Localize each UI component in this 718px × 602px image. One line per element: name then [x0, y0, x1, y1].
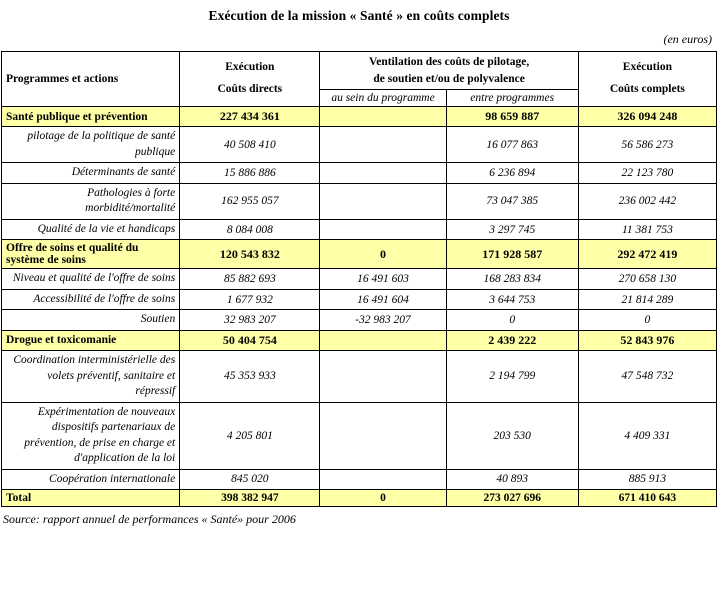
header-execution-complets [578, 52, 716, 107]
cell-directs: 1 677 932 [180, 289, 320, 310]
cell-entre: 171 928 587 [446, 240, 578, 269]
table-row [2, 289, 717, 310]
cell-au-sein [320, 330, 446, 350]
table-header [2, 52, 717, 107]
table-row [2, 310, 717, 331]
cell-complets: 47 548 732 [578, 350, 716, 402]
cell-complets: 885 913 [578, 469, 716, 490]
cell-complets: 236 002 442 [578, 183, 716, 219]
table-row [2, 350, 717, 402]
cell-au-sein [320, 402, 446, 469]
cell-directs: 162 955 057 [180, 183, 320, 219]
cell-directs: 398 382 947 [180, 490, 320, 507]
header-execution-directs-line1: Exécution [225, 61, 275, 74]
source-note: Source: rapport annuel de performances « Santé» pour 2006 [3, 512, 296, 527]
cell-complets: 0 [578, 310, 716, 331]
table-row [2, 402, 717, 469]
action-label: Coordination interministérielle des volets préventif, sanitaire et répressif [2, 350, 180, 402]
cell-directs: 120 543 832 [180, 240, 320, 269]
cell-entre: 98 659 887 [446, 107, 578, 127]
cell-entre: 16 077 863 [446, 127, 578, 163]
cell-complets: 326 094 248 [578, 107, 716, 127]
cell-entre: 273 027 696 [446, 490, 578, 507]
table-row [2, 163, 717, 184]
cell-complets: 22 123 780 [578, 163, 716, 184]
cell-entre: 3 297 745 [446, 219, 578, 240]
cell-au-sein [320, 350, 446, 402]
cell-au-sein [320, 163, 446, 184]
header-execution-directs-line2: Coûts directs [217, 83, 283, 96]
cell-complets: 270 658 130 [578, 269, 716, 290]
action-label: Pathologies à forte morbidité/mortalité [2, 183, 180, 219]
action-label: Déterminants de santé [2, 163, 180, 184]
header-ventilation-line1: Ventilation des coûts de pilotage, [368, 56, 530, 68]
table-row [2, 240, 717, 269]
header-execution-complets-line1: Exécution [622, 61, 672, 74]
table-row [2, 330, 717, 350]
table-row [2, 107, 717, 127]
unit-note: (en euros) [663, 32, 712, 46]
table-body [2, 107, 717, 507]
cell-au-sein: 16 491 603 [320, 269, 446, 290]
cell-entre: 73 047 385 [446, 183, 578, 219]
cell-au-sein: 0 [320, 240, 446, 269]
table-row [2, 183, 717, 219]
programme-label: Drogue et toxicomanie [2, 330, 180, 350]
cell-complets: 4 409 331 [578, 402, 716, 469]
cell-complets: 56 586 273 [578, 127, 716, 163]
header-row-main [2, 52, 717, 90]
cell-au-sein [320, 183, 446, 219]
action-label: Niveau et qualité de l'offre de soins [2, 269, 180, 290]
programme-label: Offre de soins et qualité du système de soins [2, 240, 180, 269]
action-label: Soutien [2, 310, 180, 331]
page-title: Exécution de la mission « Santé » en coûts complets [208, 8, 510, 23]
cell-complets: 671 410 643 [578, 490, 716, 507]
cell-au-sein: -32 983 207 [320, 310, 446, 331]
action-label: Accessibilité de l'offre de soins [2, 289, 180, 310]
header-ventilation-line2: de soutien et/ou de polyvalence [373, 72, 525, 85]
cell-au-sein [320, 219, 446, 240]
cell-complets: 21 814 289 [578, 289, 716, 310]
cell-complets: 11 381 753 [578, 219, 716, 240]
cell-directs: 40 508 410 [180, 127, 320, 163]
cell-au-sein [320, 107, 446, 127]
action-label: Qualité de la vie et handicaps [2, 219, 180, 240]
cell-directs: 15 886 886 [180, 163, 320, 184]
cell-au-sein [320, 127, 446, 163]
cell-complets: 52 843 976 [578, 330, 716, 350]
table-row [2, 490, 717, 507]
header-ventilation-au-sein: au sein du programme [320, 90, 446, 107]
cell-au-sein: 16 491 604 [320, 289, 446, 310]
programme-label: Santé publique et prévention [2, 107, 180, 127]
header-execution-directs [180, 52, 320, 107]
cell-directs: 32 983 207 [180, 310, 320, 331]
header-ventilation-entre: entre programmes [446, 90, 578, 107]
cell-entre: 0 [446, 310, 578, 331]
cell-entre: 203 530 [446, 402, 578, 469]
cell-directs: 45 353 933 [180, 350, 320, 402]
header-ventilation [320, 52, 578, 90]
cell-au-sein [320, 469, 446, 490]
costs-table [1, 51, 717, 507]
table-row [2, 127, 717, 163]
cell-directs: 50 404 754 [180, 330, 320, 350]
table-row [2, 269, 717, 290]
cell-directs: 845 020 [180, 469, 320, 490]
action-label: pilotage de la politique de santé publique [2, 127, 180, 163]
cell-entre: 40 893 [446, 469, 578, 490]
cell-entre: 3 644 753 [446, 289, 578, 310]
table-row [2, 219, 717, 240]
cell-entre: 2 194 799 [446, 350, 578, 402]
cell-directs: 85 882 693 [180, 269, 320, 290]
cell-entre: 6 236 894 [446, 163, 578, 184]
cell-complets: 292 472 419 [578, 240, 716, 269]
action-label: Expérimentation de nouveaux dispositifs partenariaux de prévention, de prise en charge et d'application de la loi [2, 402, 180, 469]
cell-entre: 168 283 834 [446, 269, 578, 290]
cell-au-sein: 0 [320, 490, 446, 507]
total-label: Total [2, 490, 180, 507]
cell-directs: 8 084 008 [180, 219, 320, 240]
header-programmes: Programmes et actions [2, 52, 180, 107]
cell-entre: 2 439 222 [446, 330, 578, 350]
table-row [2, 469, 717, 490]
cell-directs: 227 434 361 [180, 107, 320, 127]
cell-directs: 4 205 801 [180, 402, 320, 469]
header-execution-complets-line2: Coûts complets [609, 83, 685, 96]
action-label: Coopération internationale [2, 469, 180, 490]
